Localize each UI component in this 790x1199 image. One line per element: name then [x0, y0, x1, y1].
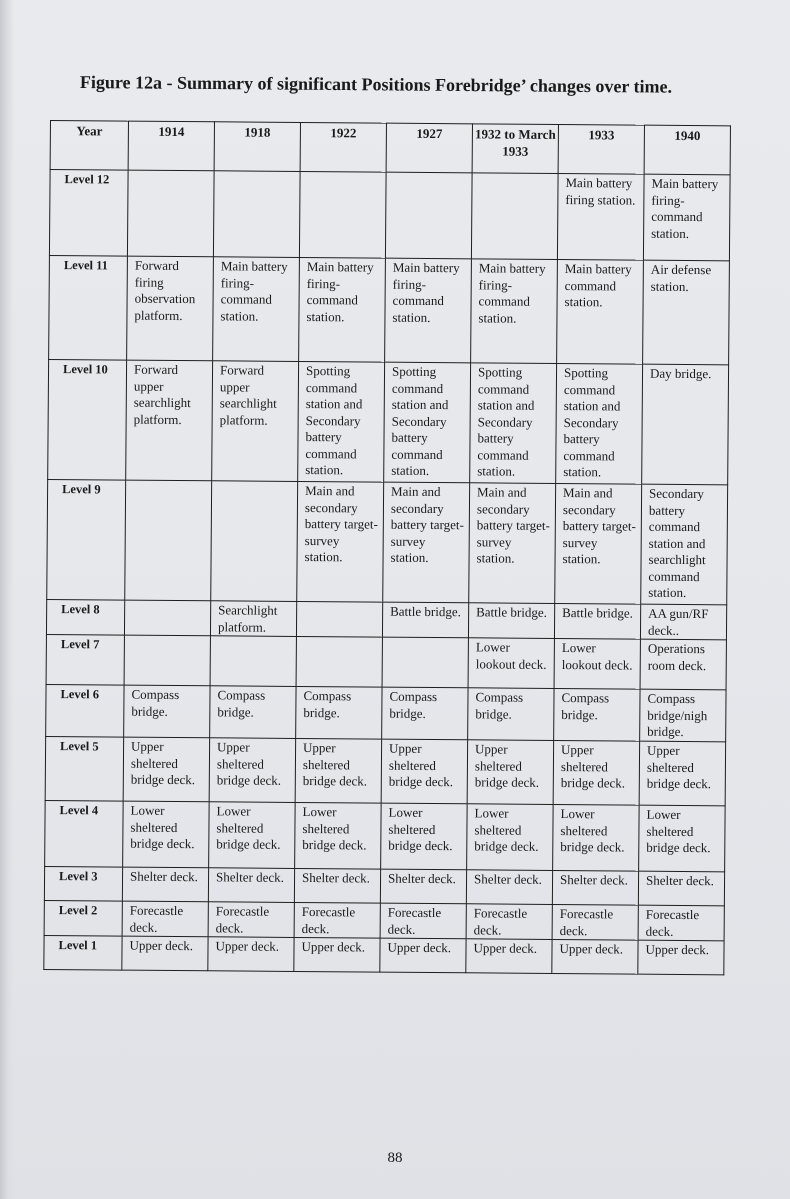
table-cell: Day bridge. — [642, 364, 729, 485]
level-label: Level 12 — [49, 170, 128, 257]
table-row — [46, 684, 726, 741]
table-row — [49, 170, 730, 261]
table-cell: Shelter deck. — [638, 871, 724, 906]
table-cell: Air defense station. — [643, 260, 730, 365]
table-body — [44, 170, 730, 975]
table-cell: Lower sheltered bridge deck. — [381, 803, 468, 870]
table-cell: Lower sheltered bridge deck. — [553, 804, 640, 871]
table-cell: Forecastle deck. — [380, 903, 466, 939]
column-header: 1927 — [386, 123, 472, 173]
table-cell: Forecastle deck. — [466, 904, 552, 940]
page-edge-shadow — [0, 0, 14, 1199]
level-label: Level 7 — [46, 634, 124, 685]
level-label: Level 5 — [45, 736, 124, 801]
level-label: Level 1 — [44, 935, 122, 970]
table-cell: Upper deck. — [638, 940, 724, 975]
table-cell: Spotting command station and Secondary battery command station. — [384, 362, 471, 483]
table-cell: Upper deck. — [466, 939, 552, 974]
table-cell: Upper sheltered bridge deck. — [381, 739, 468, 804]
table-cell: Upper deck. — [122, 936, 208, 971]
table-cell: Main battery firing station. — [557, 173, 644, 260]
table-cell: Main battery firing-command station. — [385, 258, 472, 363]
table-cell — [127, 170, 214, 257]
table-cell: Lower sheltered bridge deck. — [123, 801, 210, 868]
table-cell: Main battery firing-command station. — [299, 257, 386, 362]
table-row — [45, 736, 725, 805]
column-header: 1933 — [558, 124, 644, 174]
table-cell: Compass bridge. — [124, 685, 210, 738]
table-cell — [125, 480, 212, 601]
table-cell: Forecastle deck. — [208, 902, 294, 938]
table-cell: Upper deck. — [208, 937, 294, 972]
table-cell: Forecastle deck. — [552, 904, 638, 940]
level-label: Level 10 — [48, 359, 127, 480]
table-cell: Forward upper searchlight platform. — [126, 360, 213, 481]
table-cell — [296, 601, 382, 637]
table-cell: Shelter deck. — [552, 870, 638, 905]
table-cell: Upper deck. — [380, 938, 466, 973]
table-cell — [299, 171, 386, 258]
table-cell: Main and secondary battery target-survey station. — [383, 482, 470, 603]
table-cell: Lower sheltered bridge deck. — [467, 804, 554, 871]
table-cell: Shelter deck. — [208, 868, 294, 903]
table-cell: Battle bridge. — [382, 602, 468, 638]
table-cell: Upper deck. — [552, 939, 638, 974]
column-header: 1922 — [300, 122, 386, 172]
level-label: Level 6 — [46, 684, 124, 737]
table-cell: Shelter deck. — [466, 870, 552, 905]
table-cell: Lower sheltered bridge deck. — [295, 802, 382, 869]
column-header: 1932 to March 1933 — [472, 124, 558, 174]
table-cell: Forecastle deck. — [638, 905, 724, 941]
table-cell — [382, 637, 468, 688]
level-label: Level 3 — [44, 866, 122, 901]
table-wrapper — [43, 120, 731, 975]
table-cell: Upper sheltered bridge deck. — [553, 740, 640, 805]
table-cell: Spotting command station and Secondary battery command station. — [470, 363, 557, 484]
table-cell — [124, 600, 210, 636]
table-cell: Lower lookout deck. — [468, 638, 554, 689]
figure-title: Figure 12a - Summary of significant Positions Forebridge’ changes over time. — [79, 72, 673, 97]
table-row — [46, 634, 726, 689]
table-cell: Upper sheltered bridge deck. — [209, 738, 295, 803]
table-cell: Main and secondary battery target-survey station. — [469, 483, 556, 604]
table-cell: Main and secondary battery target-survey station. — [555, 483, 642, 604]
level-label: Level 2 — [44, 900, 122, 936]
table-cell — [213, 171, 300, 258]
table-row — [45, 800, 725, 871]
level-label: Level 11 — [49, 255, 128, 360]
table-cell: Operations room deck. — [640, 639, 726, 690]
table-cell — [211, 481, 298, 602]
table-cell: Upper deck. — [294, 937, 380, 972]
table-cell: Compass bridge. — [382, 687, 468, 740]
table-cell: Compass bridge. — [210, 686, 296, 739]
table-cell: Main battery firing-command station. — [213, 257, 300, 362]
table-cell — [210, 636, 296, 687]
table-cell: Forecastle deck. — [294, 902, 380, 938]
table-cell: Battle bridge. — [554, 603, 640, 639]
table-row — [44, 935, 724, 974]
table-cell: Lower sheltered bridge deck. — [209, 802, 296, 869]
table-cell: Lower lookout deck. — [554, 638, 640, 689]
table-cell: Compass bridge/nigh bridge. — [640, 689, 726, 742]
table-row — [47, 479, 728, 604]
table-cell: Shelter deck. — [294, 868, 380, 903]
table-cell: Upper sheltered bridge deck. — [123, 737, 210, 802]
table-header-row — [50, 121, 730, 175]
table-cell: Forecastle deck. — [122, 901, 208, 937]
table-cell: Shelter deck. — [380, 869, 466, 904]
column-header: 1940 — [644, 125, 730, 175]
table-cell: Upper sheltered bridge deck. — [639, 741, 726, 806]
table-row — [44, 900, 724, 940]
table-cell: Main and secondary battery target-survey station. — [297, 481, 384, 602]
column-header: 1914 — [128, 121, 214, 171]
level-label: Level 4 — [45, 800, 124, 867]
table-cell: Shelter deck. — [122, 867, 208, 902]
table-cell: Compass bridge. — [468, 688, 554, 741]
table-cell: Secondary battery command station and searchlight command station. — [641, 484, 728, 605]
table-cell: Forward firing observation platform. — [127, 256, 214, 361]
table-cell: Searchlight platform. — [210, 601, 296, 637]
table-cell: Main battery command station. — [557, 259, 644, 364]
table-row — [46, 599, 726, 639]
table-row — [44, 866, 724, 905]
table-row — [49, 255, 730, 364]
table-cell — [471, 173, 558, 260]
table-cell: Spotting command station and Secondary battery command station. — [298, 361, 385, 482]
table-cell: Battle bridge. — [468, 603, 554, 639]
table-cell: Forward upper searchlight platform. — [212, 361, 299, 482]
column-header: 1918 — [214, 122, 300, 172]
table-cell: Lower sheltered bridge deck. — [639, 805, 726, 872]
table-cell: Main battery firing-command station. — [471, 259, 558, 364]
table-cell — [385, 172, 472, 259]
level-label: Level 8 — [46, 599, 124, 635]
table-cell: Compass bridge. — [554, 688, 640, 741]
page-number: 88 — [387, 1150, 403, 1166]
level-label: Level 9 — [47, 479, 126, 600]
table-cell — [124, 635, 210, 686]
column-header: Year — [50, 121, 128, 171]
table-cell: AA gun/RF deck.. — [640, 604, 726, 640]
positions-table — [43, 120, 731, 975]
table-row — [48, 359, 729, 484]
table-cell: Spotting command station and Secondary battery command station. — [556, 363, 643, 484]
table-cell: Upper sheltered bridge deck. — [467, 740, 554, 805]
table-cell: Compass bridge. — [296, 686, 382, 739]
table-cell — [296, 636, 382, 687]
table-cell: Main battery firing-command station. — [643, 174, 730, 261]
table-cell: Upper sheltered bridge deck. — [295, 738, 382, 803]
